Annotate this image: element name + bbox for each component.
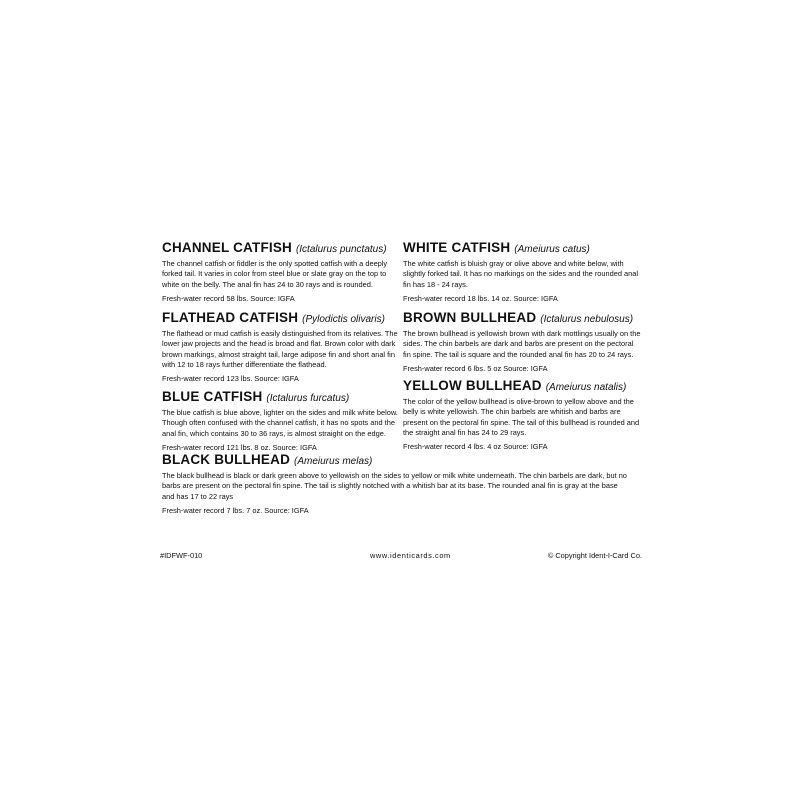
website-url: www.identicards.com (370, 551, 451, 560)
entry-flathead-catfish (162, 310, 402, 384)
scientific-name: (Ameiurus natalis) (545, 382, 627, 393)
entry-record: Fresh-water record 6 lbs. 5 oz Source: IGFA (403, 363, 548, 373)
entry-description: The black bullhead is black or dark green above to yellowish on the sides to yellow or milk white underneath. The chin barbels are dark, but no barbs are present on the pectoral fin spine. The tail is slightly notched with a whitish bar at its base. The rounded anal fin is gray at the base and has 17 to 22 rays (162, 471, 627, 501)
entry-record: Fresh-water record 7 lbs. 7 oz. Source: IGFA (162, 505, 309, 515)
entry-record: Fresh-water record 18 lbs. 14 oz. Source: IGFA (403, 293, 558, 303)
entry-record: Fresh-water record 123 lbs. Source: IGFA (162, 374, 299, 384)
common-name: BLACK BULLHEAD (162, 452, 291, 467)
scientific-name: (Ictalurus nebulosus) (540, 314, 634, 325)
scientific-name: (Ameiurus catus) (514, 244, 590, 255)
product-code: #IDFWF-010 (160, 551, 203, 560)
entry-description: The brown bullhead is yellowish brown with dark mottlings usually on the sides. The chin barbels are dark and barbs are present on the pectoral fin spine. The tail is square and the rounded anal fin has 20 to 24 rays. (403, 329, 641, 359)
entry-description: The color of the yellow bullhead is olive-brown to yellow above and the belly is white yellowish. The chin barbels are whitish and barbs are present on the pectoral fin spine. The tail of this bullhead is rounded and the straight anal fin has 24 to 29 rays. (403, 397, 640, 437)
entry-record: Fresh-water record 4 lbs. 4 oz Source: IGFA (403, 442, 548, 452)
entry-record: Fresh-water record 121 lbs. 8 oz. Source: IGFA (162, 442, 317, 452)
entry-title (162, 240, 402, 258)
scientific-name: (Ictalurus furcatus) (266, 393, 350, 404)
entry-description: The blue catfish is blue above, lighter on the sides and milk white below. Though often confused with the channel catfish, it has no spots and the anal fin, which contains 30 to 36 rays, is almost straight on the edge. (162, 408, 398, 438)
entry-blue-catfish (162, 389, 402, 453)
scientific-name: (Ameiurus melas) (294, 456, 373, 467)
entry-description: The channel catfish or fiddler is the only spotted catfish with a deeply forked tail. It varies in color from steel blue or slate gray on the top to white on the belly. The anal fin has 24 to 30 rays and is rounded. (162, 259, 388, 289)
entry-white-catfish (403, 240, 643, 304)
scientific-name: (Ictalurus punctatus) (295, 244, 387, 255)
entry-title (162, 389, 402, 407)
common-name: BROWN BULLHEAD (403, 310, 537, 325)
copyright-notice: © Copyright Ident-I-Card Co. (547, 551, 642, 560)
common-name: CHANNEL CATFISH (162, 240, 292, 255)
common-name: YELLOW BULLHEAD (403, 378, 542, 393)
entry-black-bullhead (162, 452, 632, 516)
entry-channel-catfish (162, 240, 402, 304)
entry-title (162, 452, 632, 470)
entry-title (403, 240, 643, 258)
common-name: WHITE CATFISH (403, 240, 511, 255)
entry-yellow-bullhead (403, 378, 643, 452)
entry-description: The white catfish is bluish gray or olive above and white below, with slightly forked tail. It has no markings on the sides and the rounded anal fin has 18 - 24 rays. (403, 259, 638, 289)
entry-brown-bullhead (403, 310, 643, 374)
entry-record: Fresh-water record 58 lbs. Source: IGFA (162, 293, 295, 303)
entry-title (403, 378, 643, 396)
entry-title (403, 310, 643, 328)
common-name: FLATHEAD CATFISH (162, 310, 299, 325)
entry-title (162, 310, 402, 328)
scientific-name: (Pylodictis olivaris) (302, 314, 385, 325)
entry-description: The flathead or mud catfish is easily distinguished from its relatives. The lower jaw projects and the head is broad and flat. Brown color with dark brown markings, almost straight tail, large adipose fin and short anal fin with 12 to 18 rays further differentiate the flathead. (162, 329, 398, 369)
common-name: BLUE CATFISH (162, 389, 263, 404)
